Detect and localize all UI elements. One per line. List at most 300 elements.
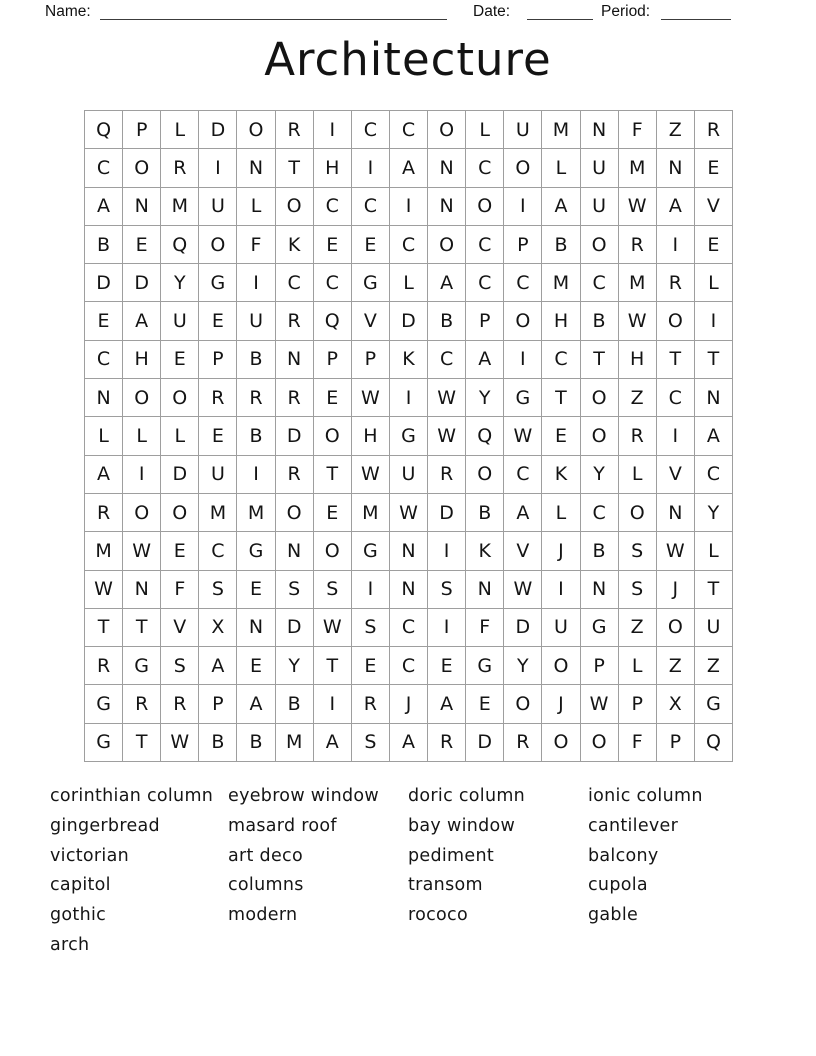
grid-cell: I: [542, 571, 580, 609]
grid-cell: O: [504, 685, 542, 723]
grid-cell: H: [352, 417, 390, 455]
grid-cell: E: [123, 226, 161, 264]
grid-cell: R: [619, 417, 657, 455]
grid-cell: R: [428, 724, 466, 762]
grid-cell: L: [85, 417, 123, 455]
grid-cell: O: [581, 226, 619, 264]
grid-cell: E: [237, 571, 275, 609]
grid-cell: O: [619, 494, 657, 532]
grid-cell: Q: [314, 302, 352, 340]
grid-cell: N: [428, 149, 466, 187]
word-list-item: pediment: [408, 845, 495, 866]
grid-cell: T: [695, 341, 733, 379]
grid-cell: C: [466, 264, 504, 302]
grid-cell: D: [199, 111, 237, 149]
grid-cell: G: [85, 724, 123, 762]
grid-cell: C: [352, 111, 390, 149]
grid-cell: O: [428, 226, 466, 264]
grid-cell: I: [695, 302, 733, 340]
grid-cell: J: [657, 571, 695, 609]
grid-cell: W: [619, 302, 657, 340]
grid-cell: O: [657, 609, 695, 647]
grid-cell: N: [85, 379, 123, 417]
grid-cell: R: [85, 494, 123, 532]
grid-cell: R: [123, 685, 161, 723]
word-list-item: art deco: [228, 845, 303, 866]
grid-cell: Z: [619, 609, 657, 647]
grid-cell: C: [695, 456, 733, 494]
grid-cell: O: [161, 379, 199, 417]
word-list-item: rococo: [408, 905, 468, 926]
grid-cell: L: [237, 188, 275, 226]
grid-cell: I: [657, 417, 695, 455]
word-list-column-2: [228, 782, 379, 931]
word-list-item: cupola: [588, 875, 648, 896]
grid-cell: O: [276, 494, 314, 532]
grid-cell: O: [428, 111, 466, 149]
grid-cell: V: [657, 456, 695, 494]
word-list-item: gingerbread: [50, 815, 160, 836]
grid-cell: S: [352, 609, 390, 647]
grid-cell: E: [542, 417, 580, 455]
grid-cell: M: [276, 724, 314, 762]
grid-cell: C: [390, 609, 428, 647]
grid-cell: R: [161, 149, 199, 187]
grid-cell: P: [199, 341, 237, 379]
grid-cell: G: [390, 417, 428, 455]
grid-cell: O: [581, 417, 619, 455]
grid-cell: H: [123, 341, 161, 379]
grid-cell: O: [581, 379, 619, 417]
grid-cell: M: [161, 188, 199, 226]
period-label: Period:: [601, 3, 651, 20]
grid-cell: M: [237, 494, 275, 532]
name-blank-line: [100, 2, 447, 20]
grid-cell: S: [276, 571, 314, 609]
grid-cell: G: [581, 609, 619, 647]
grid-cell: L: [161, 417, 199, 455]
grid-cell: Z: [695, 647, 733, 685]
grid-cell: N: [123, 571, 161, 609]
grid-cell: R: [161, 685, 199, 723]
grid-cell: R: [276, 111, 314, 149]
grid-cell: U: [581, 188, 619, 226]
grid-cell: I: [428, 532, 466, 570]
grid-cell: D: [390, 302, 428, 340]
grid-cell: W: [619, 188, 657, 226]
grid-cell: S: [161, 647, 199, 685]
grid-cell: E: [237, 647, 275, 685]
grid-cell: L: [695, 264, 733, 302]
grid-cell: T: [657, 341, 695, 379]
grid-cell: U: [542, 609, 580, 647]
grid-cell: C: [428, 341, 466, 379]
grid-cell: Y: [161, 264, 199, 302]
grid-cell: R: [352, 685, 390, 723]
grid-cell: I: [314, 685, 352, 723]
grid-cell: X: [657, 685, 695, 723]
grid-cell: R: [199, 379, 237, 417]
grid-cell: N: [695, 379, 733, 417]
grid-cell: A: [199, 647, 237, 685]
grid-cell: K: [542, 456, 580, 494]
word-list-item: capitol: [50, 875, 111, 896]
grid-cell: J: [542, 532, 580, 570]
grid-cell: B: [581, 532, 619, 570]
word-list-item: masard roof: [228, 815, 337, 836]
grid-cell: G: [85, 685, 123, 723]
grid-cell: O: [314, 532, 352, 570]
grid-cell: E: [161, 532, 199, 570]
grid-cell: O: [542, 647, 580, 685]
grid-cell: I: [504, 341, 542, 379]
grid-cell: O: [504, 149, 542, 187]
grid-cell: C: [466, 226, 504, 264]
grid-cell: M: [542, 111, 580, 149]
grid-cell: N: [276, 341, 314, 379]
grid-cell: T: [276, 149, 314, 187]
grid-cell: T: [314, 647, 352, 685]
grid-cell: S: [314, 571, 352, 609]
grid-cell: M: [619, 149, 657, 187]
grid-cell: W: [85, 571, 123, 609]
grid-cell: B: [237, 417, 275, 455]
grid-cell: I: [352, 571, 390, 609]
grid-cell: S: [619, 532, 657, 570]
word-list-item: arch: [50, 934, 90, 955]
grid-cell: Y: [276, 647, 314, 685]
grid-cell: Z: [657, 111, 695, 149]
grid-cell: R: [85, 647, 123, 685]
grid-cell: S: [619, 571, 657, 609]
puzzle-title: Architecture: [264, 33, 552, 86]
grid-cell: P: [581, 647, 619, 685]
grid-cell: Z: [657, 647, 695, 685]
grid-cell: H: [542, 302, 580, 340]
grid-cell: W: [504, 417, 542, 455]
grid-cell: B: [237, 724, 275, 762]
grid-cell: M: [85, 532, 123, 570]
grid-cell: D: [466, 724, 504, 762]
grid-cell: O: [504, 302, 542, 340]
grid-cell: D: [161, 456, 199, 494]
grid-cell: M: [199, 494, 237, 532]
word-list-item: cantilever: [588, 815, 679, 836]
grid-cell: G: [466, 647, 504, 685]
grid-cell: S: [428, 571, 466, 609]
grid-cell: C: [352, 188, 390, 226]
grid-cell: R: [695, 111, 733, 149]
grid-cell: W: [657, 532, 695, 570]
grid-cell: U: [581, 149, 619, 187]
grid-cell: R: [237, 379, 275, 417]
grid-cell: V: [352, 302, 390, 340]
grid-cell: G: [504, 379, 542, 417]
grid-cell: A: [466, 341, 504, 379]
grid-cell: O: [161, 494, 199, 532]
grid-cell: R: [504, 724, 542, 762]
grid-cell: I: [237, 456, 275, 494]
grid-cell: G: [123, 647, 161, 685]
word-list-item: transom: [408, 875, 483, 896]
worksheet-header: [0, 0, 816, 26]
grid-cell: C: [199, 532, 237, 570]
date-label: Date:: [473, 3, 511, 20]
grid-cell: I: [390, 188, 428, 226]
grid-cell: E: [695, 226, 733, 264]
word-list-item: gothic: [50, 905, 107, 926]
grid-cell: E: [428, 647, 466, 685]
grid-cell: A: [428, 685, 466, 723]
grid-cell: Y: [581, 456, 619, 494]
grid-cell: W: [123, 532, 161, 570]
grid-cell: F: [161, 571, 199, 609]
grid-cell: E: [352, 226, 390, 264]
grid-cell: I: [352, 149, 390, 187]
grid-cell: L: [619, 647, 657, 685]
grid-cell: A: [123, 302, 161, 340]
grid-cell: L: [161, 111, 199, 149]
grid-cell: K: [390, 341, 428, 379]
grid-cell: V: [504, 532, 542, 570]
grid-cell: P: [123, 111, 161, 149]
grid-cell: J: [390, 685, 428, 723]
grid-cell: Z: [619, 379, 657, 417]
grid-cell: O: [123, 379, 161, 417]
grid-cell: Y: [466, 379, 504, 417]
grid-cell: U: [237, 302, 275, 340]
period-blank-line: [661, 2, 731, 20]
grid-cell: D: [123, 264, 161, 302]
grid-cell: U: [161, 302, 199, 340]
grid-cell: M: [352, 494, 390, 532]
grid-cell: C: [581, 494, 619, 532]
grid-cell: P: [504, 226, 542, 264]
grid-cell: A: [237, 685, 275, 723]
grid-cell: O: [123, 149, 161, 187]
grid-cell: Y: [504, 647, 542, 685]
grid-cell: N: [390, 571, 428, 609]
grid-cell: E: [199, 417, 237, 455]
grid-cell: C: [504, 456, 542, 494]
grid-cell: S: [352, 724, 390, 762]
grid-cell: N: [657, 149, 695, 187]
word-list-column-3: [408, 782, 525, 931]
grid-cell: N: [581, 111, 619, 149]
grid-cell: Q: [466, 417, 504, 455]
grid-cell: B: [466, 494, 504, 532]
grid-cell: C: [314, 188, 352, 226]
grid-cell: N: [581, 571, 619, 609]
grid-cell: H: [314, 149, 352, 187]
grid-cell: P: [314, 341, 352, 379]
grid-cell: C: [85, 149, 123, 187]
word-list-column-1: [50, 782, 213, 961]
grid-cell: A: [390, 149, 428, 187]
grid-cell: I: [390, 379, 428, 417]
grid-cell: C: [276, 264, 314, 302]
grid-cell: O: [466, 456, 504, 494]
grid-cell: E: [695, 149, 733, 187]
grid-cell: R: [276, 379, 314, 417]
grid-cell: V: [161, 609, 199, 647]
grid-cell: N: [390, 532, 428, 570]
grid-cell: L: [390, 264, 428, 302]
grid-cell: O: [276, 188, 314, 226]
grid-cell: D: [504, 609, 542, 647]
grid-cell: P: [619, 685, 657, 723]
grid-cell: A: [504, 494, 542, 532]
grid-cell: M: [542, 264, 580, 302]
grid-cell: L: [695, 532, 733, 570]
word-list-item: victorian: [50, 845, 129, 866]
word-list-item: balcony: [588, 845, 659, 866]
grid-cell: I: [504, 188, 542, 226]
grid-cell: B: [542, 226, 580, 264]
grid-cell: W: [352, 379, 390, 417]
grid-cell: C: [85, 341, 123, 379]
grid-cell: L: [466, 111, 504, 149]
grid-cell: I: [428, 609, 466, 647]
grid-cell: N: [123, 188, 161, 226]
grid-cell: G: [695, 685, 733, 723]
grid-cell: I: [237, 264, 275, 302]
grid-cell: F: [466, 609, 504, 647]
grid-cell: R: [428, 456, 466, 494]
grid-cell: A: [428, 264, 466, 302]
grid-cell: T: [581, 341, 619, 379]
grid-cell: Q: [85, 111, 123, 149]
grid-cell: L: [542, 149, 580, 187]
grid-cell: E: [314, 226, 352, 264]
grid-cell: D: [276, 609, 314, 647]
grid-cell: W: [352, 456, 390, 494]
grid-cell: E: [85, 302, 123, 340]
grid-cell: A: [657, 188, 695, 226]
grid-cell: I: [199, 149, 237, 187]
grid-cell: N: [428, 188, 466, 226]
grid-cell: N: [466, 571, 504, 609]
grid-cell: C: [390, 226, 428, 264]
grid-cell: I: [314, 111, 352, 149]
grid-cell: W: [504, 571, 542, 609]
grid-cell: R: [276, 302, 314, 340]
grid-cell: E: [161, 341, 199, 379]
grid-cell: A: [314, 724, 352, 762]
grid-cell: O: [199, 226, 237, 264]
word-list-item: corinthian column: [50, 786, 214, 806]
grid-cell: C: [390, 647, 428, 685]
grid-cell: T: [314, 456, 352, 494]
grid-cell: I: [657, 226, 695, 264]
grid-cell: E: [466, 685, 504, 723]
grid-cell: D: [428, 494, 466, 532]
grid-cell: G: [352, 264, 390, 302]
grid-cell: E: [314, 379, 352, 417]
grid-cell: W: [581, 685, 619, 723]
grid-cell: E: [352, 647, 390, 685]
grid-cell: O: [123, 494, 161, 532]
grid-cell: W: [428, 379, 466, 417]
grid-cell: B: [428, 302, 466, 340]
grid-cell: S: [199, 571, 237, 609]
grid-cell: U: [199, 188, 237, 226]
grid-cell: C: [542, 341, 580, 379]
grid-cell: B: [581, 302, 619, 340]
grid-cell: C: [390, 111, 428, 149]
grid-cell: L: [123, 417, 161, 455]
grid-cell: A: [85, 456, 123, 494]
grid-cell: O: [314, 417, 352, 455]
word-list-item: doric column: [408, 786, 526, 806]
grid-cell: A: [85, 188, 123, 226]
grid-cell: B: [199, 724, 237, 762]
grid-cell: U: [695, 609, 733, 647]
grid-cell: G: [352, 532, 390, 570]
word-list-item: bay window: [408, 815, 516, 836]
grid-cell: M: [619, 264, 657, 302]
grid-cell: W: [428, 417, 466, 455]
grid-cell: P: [199, 685, 237, 723]
name-label: Name:: [45, 3, 91, 20]
grid-cell: C: [466, 149, 504, 187]
grid-cell: T: [542, 379, 580, 417]
word-list-column-4: [588, 782, 703, 931]
grid-cell: F: [619, 111, 657, 149]
grid-cell: V: [695, 188, 733, 226]
grid-cell: B: [85, 226, 123, 264]
grid-cell: G: [199, 264, 237, 302]
grid-cell: F: [619, 724, 657, 762]
grid-cell: O: [237, 111, 275, 149]
grid-cell: U: [390, 456, 428, 494]
grid-cell: T: [695, 571, 733, 609]
grid-cell: N: [276, 532, 314, 570]
grid-cell: L: [619, 456, 657, 494]
grid-cell: T: [123, 609, 161, 647]
grid-cell: R: [276, 456, 314, 494]
grid-cell: N: [237, 609, 275, 647]
grid-cell: N: [237, 149, 275, 187]
grid-cell: Q: [695, 724, 733, 762]
grid-cell: O: [657, 302, 695, 340]
word-list-item: ionic column: [588, 786, 703, 806]
grid-cell: T: [123, 724, 161, 762]
grid-cell: J: [542, 685, 580, 723]
grid-cell: Q: [161, 226, 199, 264]
grid-cell: Y: [695, 494, 733, 532]
grid-cell: C: [581, 264, 619, 302]
grid-cell: U: [504, 111, 542, 149]
date-blank-line: [527, 2, 593, 20]
grid-cell: D: [276, 417, 314, 455]
grid-cell: N: [657, 494, 695, 532]
grid-cell: B: [276, 685, 314, 723]
grid-cell: P: [352, 341, 390, 379]
grid-cell: O: [542, 724, 580, 762]
word-list-item: eyebrow window: [228, 786, 379, 806]
grid-cell: U: [199, 456, 237, 494]
grid-cell: D: [85, 264, 123, 302]
grid-cell: P: [466, 302, 504, 340]
grid-cell: W: [390, 494, 428, 532]
grid-cell: P: [657, 724, 695, 762]
grid-cell: H: [619, 341, 657, 379]
grid-cell: C: [657, 379, 695, 417]
grid-cell: A: [390, 724, 428, 762]
word-list-item: columns: [228, 875, 304, 896]
grid-cell: E: [314, 494, 352, 532]
